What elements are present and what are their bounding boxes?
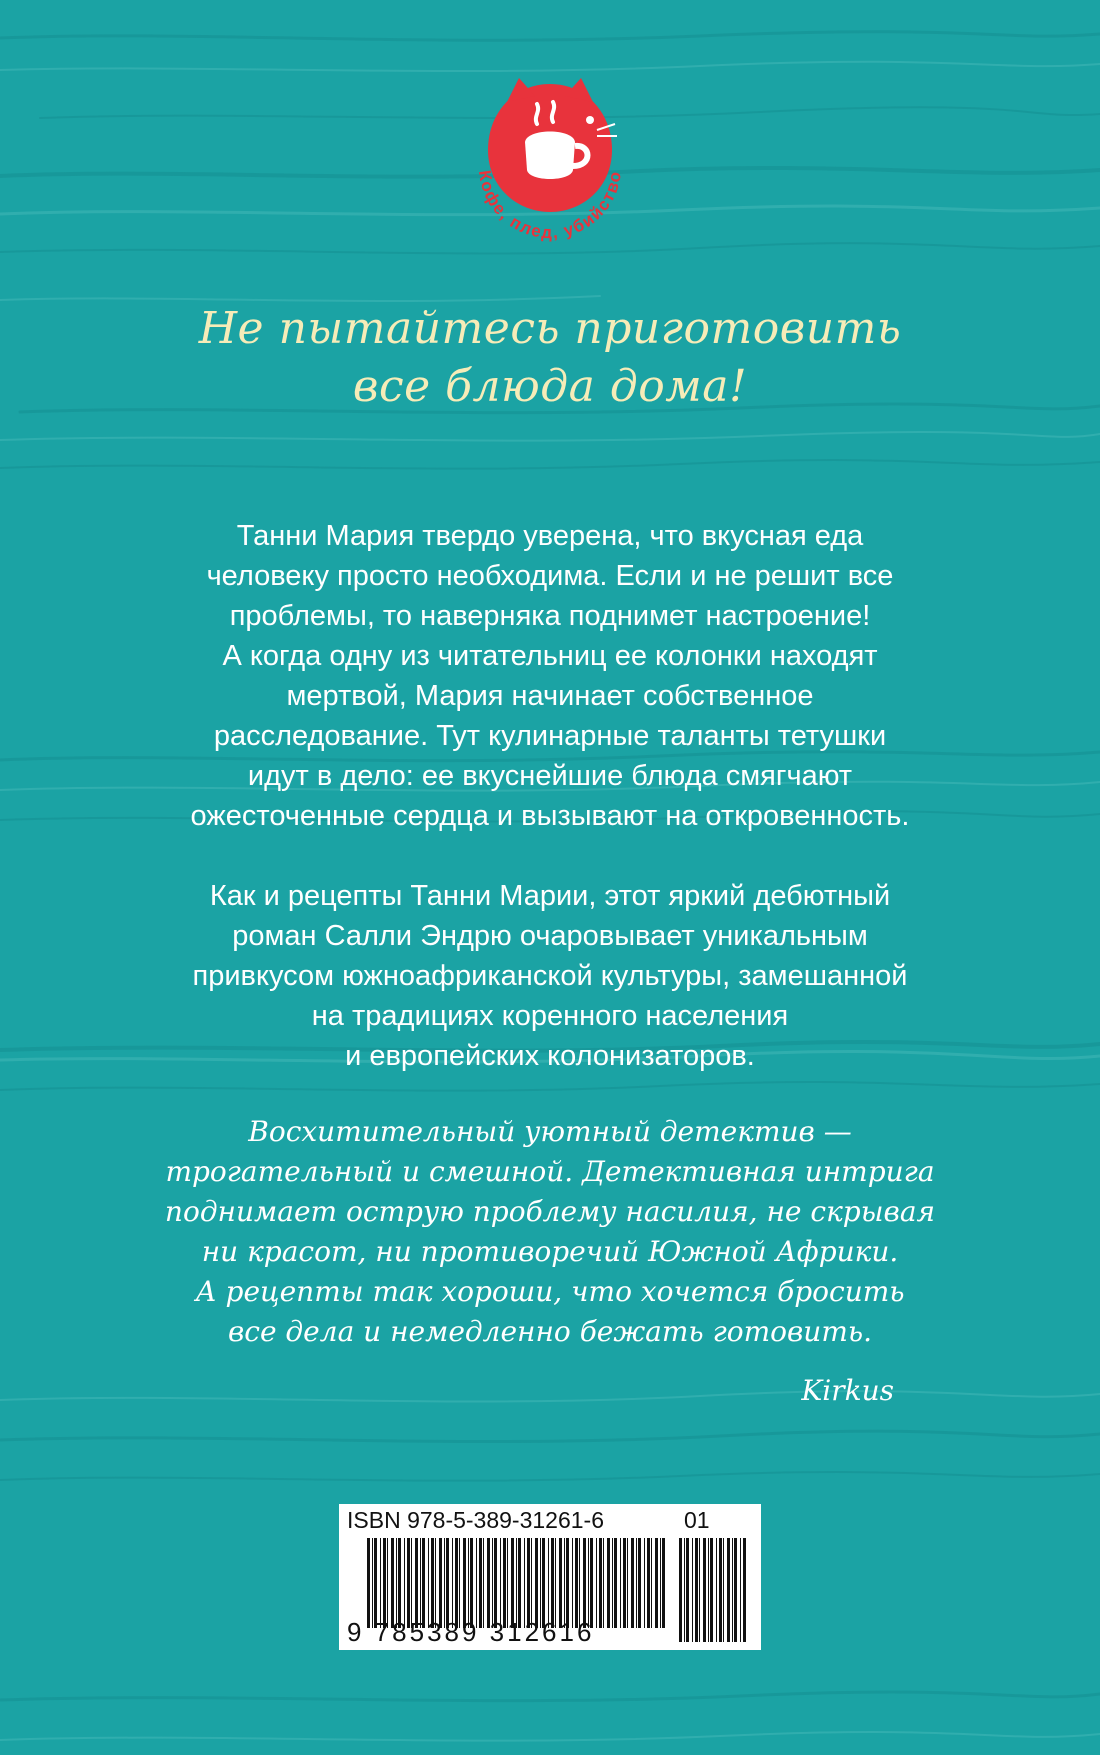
barcode-bar (599, 1538, 602, 1628)
barcode-bar (494, 1538, 497, 1628)
blurb-line: проблемы, то наверняка поднимет настроение! (229, 600, 871, 632)
publisher-logo (455, 72, 645, 262)
barcode-bar (583, 1538, 586, 1628)
barcode-addon-bars (679, 1538, 749, 1642)
barcode-bar (383, 1538, 386, 1628)
barcode-bar (695, 1538, 698, 1642)
barcode-bar (468, 1538, 469, 1628)
barcode-bars (367, 1538, 667, 1628)
blurb-line: ожесточенные сердца и вызывают на откровенность. (190, 800, 910, 832)
barcode-bar (487, 1538, 490, 1628)
barcode-bar (662, 1538, 665, 1628)
barcode-bar (535, 1538, 538, 1628)
barcode-bar (631, 1538, 634, 1628)
barcode-bar (651, 1538, 652, 1628)
barcode-bar (428, 1538, 429, 1628)
barcode-bar (743, 1538, 746, 1642)
barcode-bar (638, 1538, 641, 1628)
review-line: трогательный и смешной. Детективная интрига (165, 1155, 935, 1188)
blurb-line: А когда одну из читательниц ее колонки находят (222, 640, 878, 672)
tagline-line-1: Не пытайтесь приготовить (198, 303, 902, 354)
blurb-line: Танни Мария твердо уверена, что вкусная еда (236, 520, 864, 552)
barcode-bar (740, 1538, 741, 1642)
barcode-bar (555, 1538, 556, 1628)
barcode-bar (723, 1538, 724, 1642)
barcode-bar (566, 1538, 569, 1628)
barcode-bar (518, 1538, 521, 1628)
barcode-bar (516, 1538, 517, 1628)
blurb-paragraph-2 (100, 876, 1000, 1076)
review-line: ни красот, ни противоречий Южной Африки. (201, 1235, 899, 1268)
barcode-bar (542, 1538, 545, 1628)
barcode-bar (391, 1538, 394, 1628)
barcode-bar (623, 1538, 626, 1628)
barcode-bar (479, 1538, 482, 1628)
barcode-bar (692, 1538, 693, 1642)
barcode-bar (407, 1538, 410, 1628)
barcode-bar (444, 1538, 445, 1628)
barcode-bar (620, 1538, 621, 1628)
barcode-bar (380, 1538, 381, 1628)
barcode-bar (655, 1538, 658, 1628)
barcode-bar (590, 1538, 593, 1628)
barcode-bar (710, 1538, 713, 1642)
tagline (150, 300, 950, 416)
barcode-bar (716, 1538, 717, 1642)
barcode-bar (372, 1538, 373, 1628)
tagline-line-2: все блюда дома! (352, 361, 748, 412)
review-source: Kirkus (801, 1374, 894, 1407)
blurb-line: роман Салли Эндрю очаровывает уникальным (232, 920, 868, 952)
barcode-bar (612, 1538, 613, 1628)
review-line: поднимает острую проблему насилия, не скрывая (164, 1195, 936, 1228)
barcode-bar (699, 1538, 700, 1642)
barcode-bar (439, 1538, 442, 1628)
barcode-bar (636, 1538, 637, 1628)
barcode-bar (387, 1538, 388, 1628)
logo-ring-text: Кофе, плед, убийство (474, 169, 626, 243)
barcode-bar (511, 1538, 514, 1628)
barcode-bar (559, 1538, 562, 1628)
barcode-bar (679, 1538, 682, 1642)
blurb-paragraph-1 (100, 516, 1000, 836)
blurb-line: Как и рецепты Танни Марии, этот яркий дебютный (209, 880, 891, 912)
barcode-bar (396, 1538, 397, 1628)
barcode-bar (686, 1538, 689, 1642)
barcode-bar (727, 1538, 730, 1642)
barcode-bar (548, 1538, 549, 1628)
barcode-bar (660, 1538, 661, 1628)
blurb-line: на традициях коренного населения (311, 1000, 789, 1032)
barcode-bar (507, 1538, 508, 1628)
barcode-bar (607, 1538, 610, 1628)
barcode-bar (579, 1538, 580, 1628)
barcode-bar (734, 1538, 737, 1642)
barcode-bar (476, 1538, 477, 1628)
blurb-line: мертвой, Мария начинает собственное (286, 680, 814, 712)
barcode-bar (588, 1538, 589, 1628)
barcode-bar (572, 1538, 573, 1628)
review-quote (100, 1112, 1000, 1352)
barcode-bar (435, 1538, 436, 1628)
barcode-bar (483, 1538, 484, 1628)
barcode-bar (719, 1538, 722, 1642)
barcode-bar (627, 1538, 628, 1628)
barcode-bar (596, 1538, 597, 1628)
ean-digits: 9 785389 312616 (347, 1617, 595, 1647)
barcode-bar (446, 1538, 449, 1628)
barcode-bar (367, 1538, 370, 1628)
barcode-bar (411, 1538, 412, 1628)
barcode-bar (503, 1538, 506, 1628)
barcode-bar (398, 1538, 401, 1628)
barcode-bar (644, 1538, 645, 1628)
barcode-bar (524, 1538, 525, 1628)
barcode-bar (531, 1538, 532, 1628)
barcode-bar (404, 1538, 405, 1628)
barcode-bar (431, 1538, 434, 1628)
barcode-bar (492, 1538, 493, 1628)
barcode-addon-code: 01 (684, 1507, 710, 1533)
barcode-bar (732, 1538, 733, 1642)
blurb-line: и европейских колонизаторов. (345, 1040, 755, 1072)
barcode-bar (551, 1538, 554, 1628)
barcode-bar (647, 1538, 650, 1628)
cat-with-coffee-cup-icon (488, 78, 617, 212)
barcode-bar (603, 1538, 604, 1628)
isbn-barcode (339, 1504, 761, 1650)
blurb-line: расследование. Тут кулинарные таланты тетушки (213, 720, 887, 752)
barcode-bar (564, 1538, 565, 1628)
barcode-bar (684, 1538, 685, 1642)
blurb-line: привкусом южноафриканской культуры, замешанной (192, 960, 908, 992)
barcode-bar (420, 1538, 421, 1628)
barcode-bar (452, 1538, 453, 1628)
barcode-bar (455, 1538, 458, 1628)
barcode-bar (500, 1538, 501, 1628)
barcode-bar (708, 1538, 709, 1642)
isbn-text: ISBN 978-5-389-31261-6 (347, 1507, 604, 1533)
blurb-line: человеку просто необходима. Если и не решит все (206, 560, 894, 592)
review-line: все дела и немедленно бежать готовить. (227, 1315, 873, 1348)
review-line: А рецепты так хороши, что хочется бросить (195, 1275, 905, 1308)
barcode-bar (575, 1538, 578, 1628)
barcode-bar (415, 1538, 418, 1628)
barcode-bar (614, 1538, 617, 1628)
blurb-line: идут в дело: ее вкуснейшие блюда смягчают (247, 760, 853, 792)
barcode-bar (463, 1538, 466, 1628)
barcode-bar (540, 1538, 541, 1628)
barcode-bar (459, 1538, 460, 1628)
barcode-bar (374, 1538, 377, 1628)
barcode-bar (422, 1538, 425, 1628)
review-line: Восхитительный уютный детектив — (248, 1115, 852, 1148)
barcode-bar (527, 1538, 530, 1628)
barcode-bar (470, 1538, 473, 1628)
barcode-bar (703, 1538, 706, 1642)
